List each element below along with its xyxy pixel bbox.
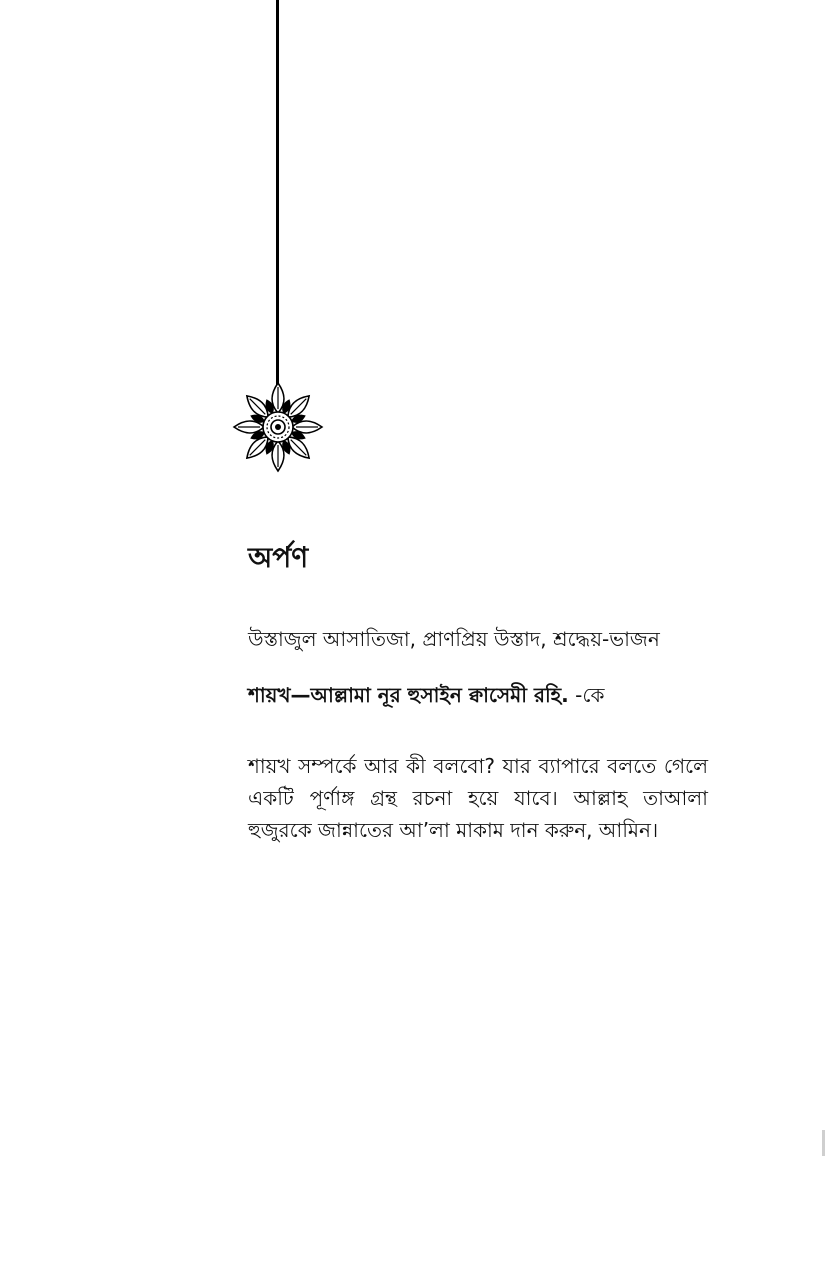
dedication-paragraph: শায়খ সম্পর্কে আর কী বলবো? যার ব্যাপারে বলতে গেলে একটি পূর্ণাঙ্গ গ্রন্থ রচনা হয়ে যাবে। আল্লাহ তাআলা হুজুরকে জান্নাতের আ’লা মাকাম দান করুন, আমিন। — [248, 754, 708, 842]
mandala-flower-icon — [232, 380, 324, 474]
dedicatee-suffix: -কে — [568, 683, 605, 707]
page-title: অর্পণ — [248, 541, 309, 574]
dedicatee-name: শায়খ—আল্লামা নূর হুসাইন ক্বাসেমী রহি. — [248, 683, 569, 707]
dedication-section — [248, 538, 708, 846]
dedicatee-line — [248, 680, 708, 710]
teacher-epithets: উস্তাজুল আসাতিজা, প্রাণপ্রিয় উস্তাদ, শ্রদ্ধেয়-ভাজন — [248, 627, 660, 651]
hanging-line — [276, 0, 279, 392]
